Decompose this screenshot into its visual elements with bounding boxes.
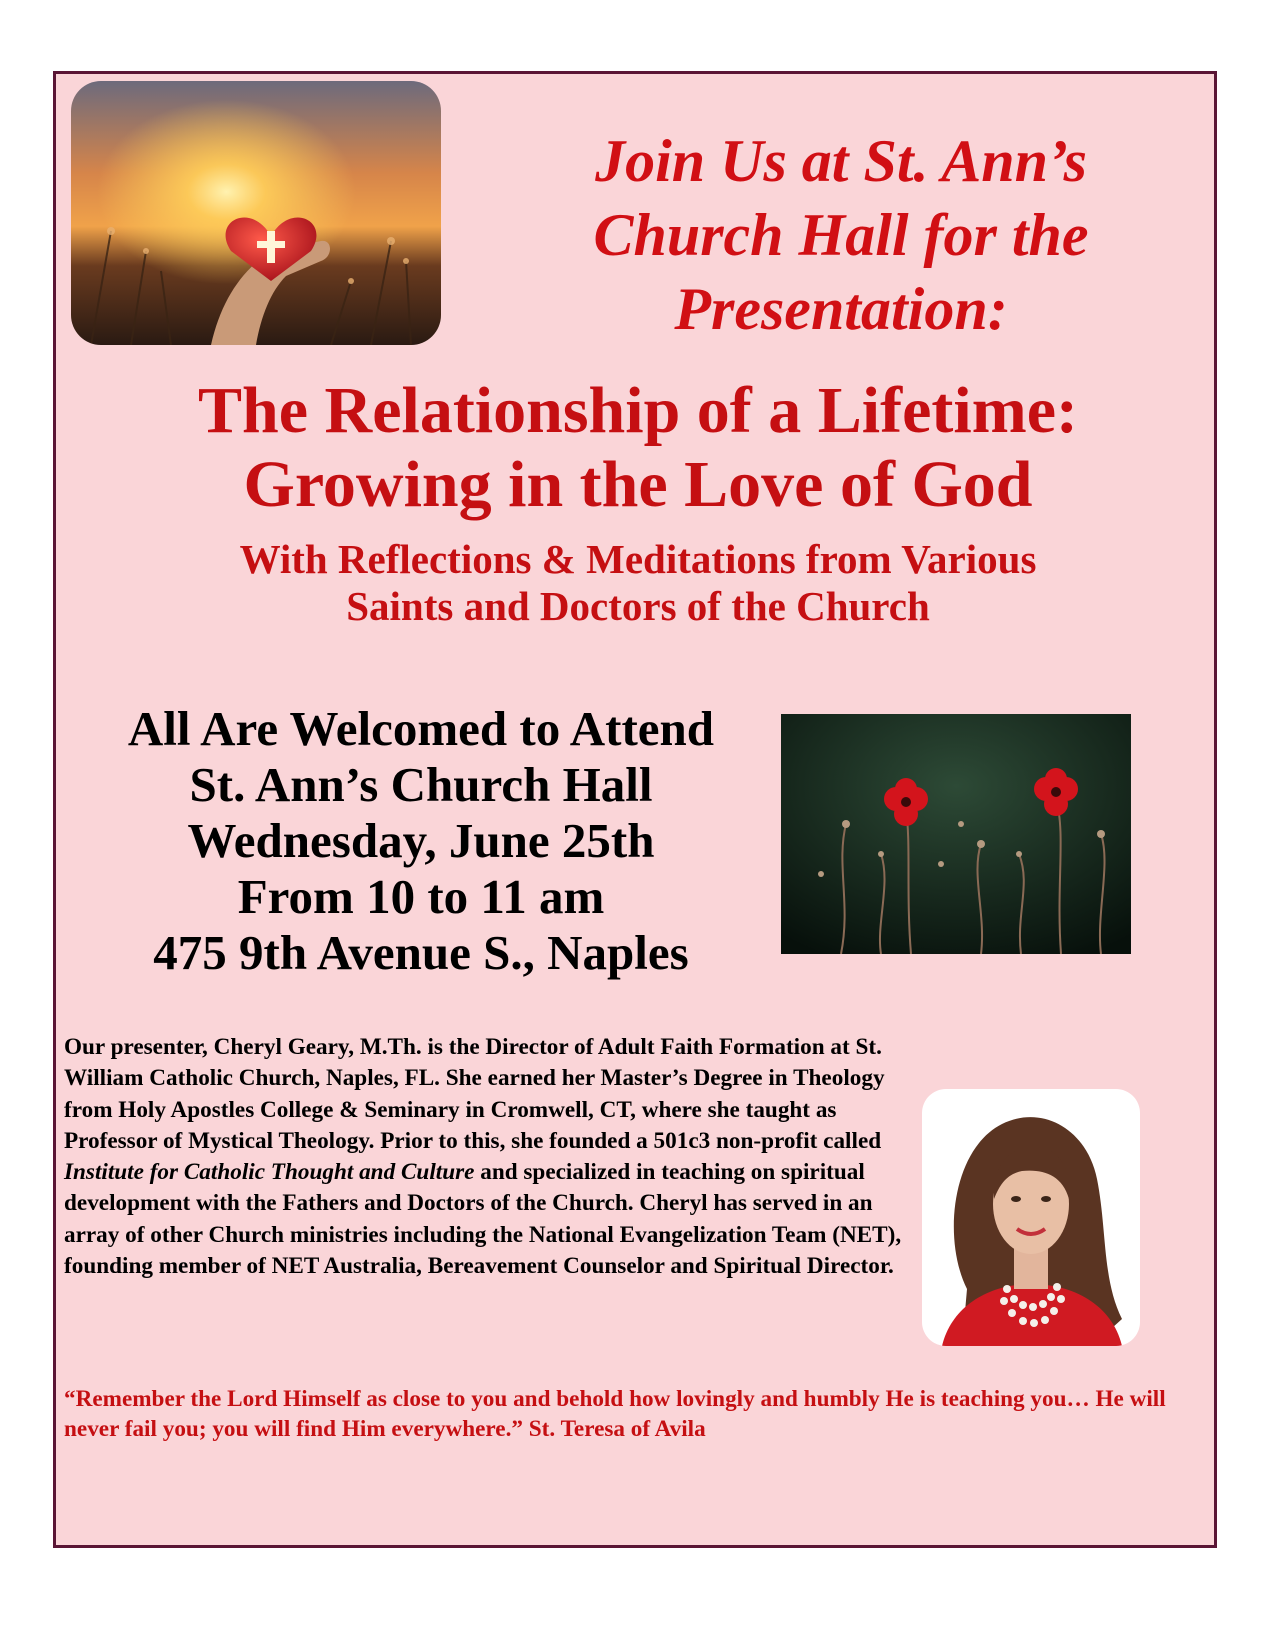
event-date: Wednesday, June 25th bbox=[187, 813, 655, 868]
bio-text-part-1: Our presenter, Cheryl Geary, M.Th. is the Director of Adult Faith Formation at St. William Catholic Church, Naples, FL. She earned her Master’s Degree in Theology from Holy Apostles College & Seminary in Cromwell, CT, where she taught as Professor of Mystical Theology. Prior to this, she founded a 501c3 non-profit called bbox=[64, 1034, 885, 1154]
flyer-frame bbox=[53, 71, 1217, 1548]
subtitle-line-2: Saints and Doctors of the Church bbox=[346, 583, 930, 629]
event-address: 475 9th Avenue S., Naples bbox=[153, 925, 689, 980]
heart-cross-photo bbox=[71, 81, 441, 345]
title-line-1: The Relationship of a Lifetime: bbox=[198, 374, 1078, 447]
bio-text-part-2: and specialized in teaching on spiritual development with the Fathers and Doctors of the Church. Cheryl has served in an array of other Church ministries including the National Evangelization Team (NET), founding member of NET Australia, Bereavement Counselor and Spiritual Director. bbox=[64, 1159, 902, 1280]
join-line-3: Presentation: bbox=[674, 276, 1008, 342]
presentation-title bbox=[96, 374, 1180, 522]
title-line-2: Growing in the Love of God bbox=[243, 448, 1033, 521]
join-us-heading bbox=[476, 124, 1206, 346]
event-welcome: All Are Welcomed to Attend bbox=[127, 701, 715, 756]
presenter-bio bbox=[64, 1032, 914, 1282]
event-time: From 10 to 11 am bbox=[237, 869, 605, 924]
presentation-subtitle bbox=[96, 536, 1180, 630]
subtitle-line-1: With Reflections & Meditations from Various bbox=[239, 536, 1037, 582]
presenter-photo bbox=[922, 1089, 1140, 1346]
institute-name: Institute for Catholic Thought and Culture bbox=[64, 1159, 475, 1186]
red-flowers-photo bbox=[781, 714, 1131, 954]
join-line-2: Church Hall for the bbox=[593, 202, 1089, 268]
event-details bbox=[81, 701, 761, 981]
join-line-1: Join Us at St. Ann’s bbox=[595, 128, 1087, 194]
saint-teresa-quote: “Remember the Lord Himself as close to you and behold how lovingly and humbly He is teaching you… He will never fail you; you will find Him everywhere.” St. Teresa of Avila bbox=[64, 1386, 1166, 1442]
event-venue: St. Ann’s Church Hall bbox=[189, 757, 653, 812]
